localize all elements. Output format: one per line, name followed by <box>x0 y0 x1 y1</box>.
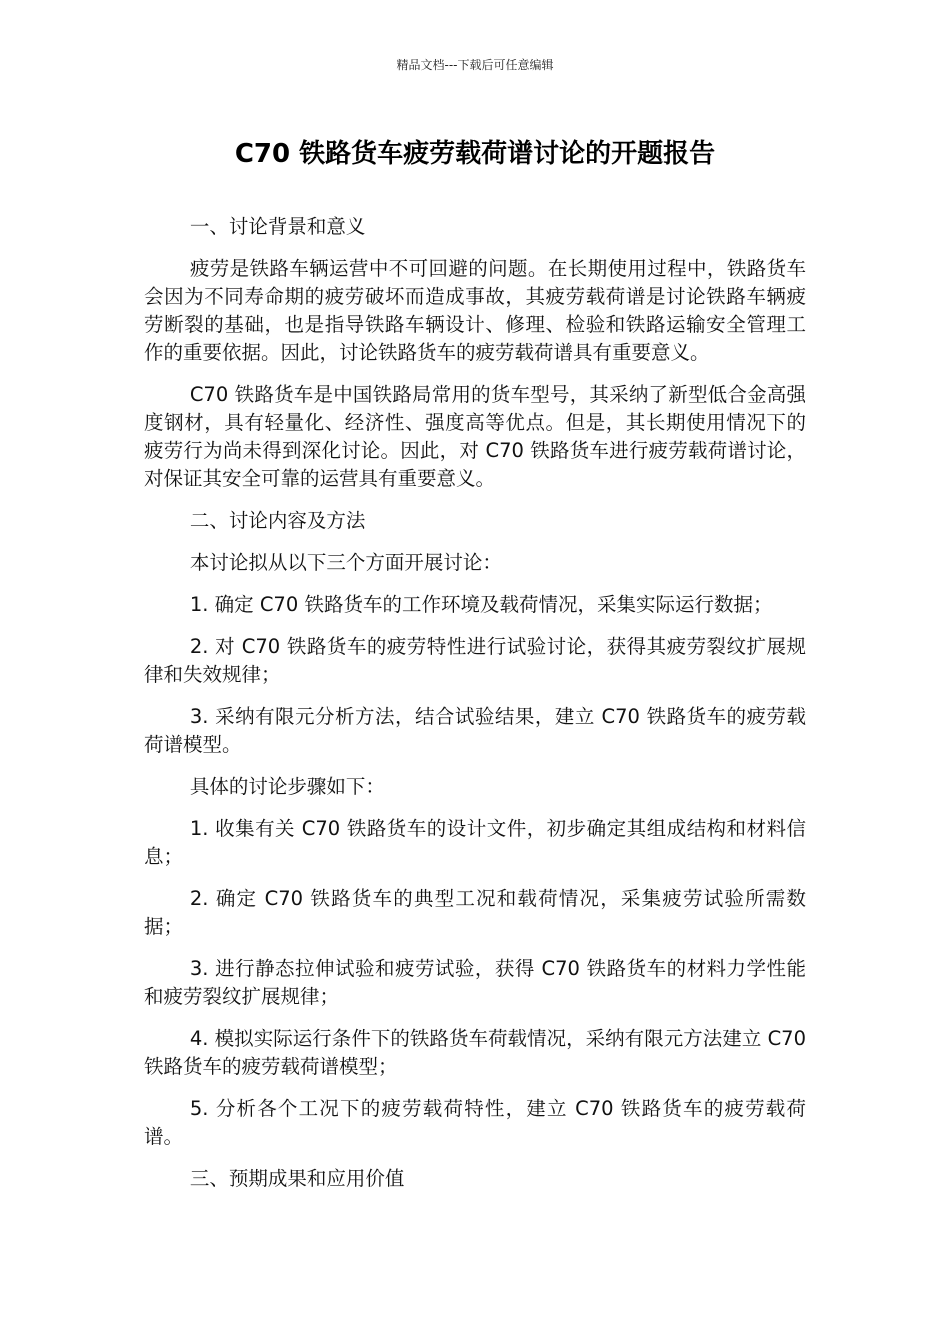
page-header: 精品文档---下载后可任意编辑 <box>396 58 554 72</box>
step-item: 5. 分析各个工况下的疲劳载荷特性，建立 C70 铁路货车的疲劳载荷谱。 <box>144 1097 806 1148</box>
document-body <box>144 213 806 1207</box>
step-item: 2. 确定 C70 铁路货车的典型工况和载荷情况，采集疲劳试验所需数据； <box>144 887 806 938</box>
content-item: 1. 确定 C70 铁路货车的工作环境及载荷情况，采集实际运行数据； <box>189 593 773 616</box>
section-heading-expected-results: 三、预期成果和应用价值 <box>189 1167 405 1190</box>
step-item: 4. 模拟实际运行条件下的铁路货车荷载情况，采纳有限元方法建立 C70 铁路货车的疲劳载荷谱模型； <box>144 1027 806 1078</box>
paragraph-background: 疲劳是铁路车辆运营中不可回避的问题。在长期使用过程中，铁路货车会因为不同寿命期的疲劳破坏而造成事故，其疲劳载荷谱是讨论铁路车辆疲劳断裂的基础，也是指导铁路车辆设计、修理、检验和铁路运输安全管理工作的重要依据。因此，讨论铁路货车的疲劳载荷谱具有重要意义。 <box>144 257 806 364</box>
step-item: 1. 收集有关 C70 铁路货车的设计文件，初步确定其组成结构和材料信息； <box>144 817 806 868</box>
step-item: 3. 进行静态拉伸试验和疲劳试验，获得 C70 铁路货车的材料力学性能和疲劳裂纹扩展规律； <box>144 957 806 1008</box>
document-title: C70 铁路货车疲劳载荷谱讨论的开题报告 <box>234 139 716 169</box>
paragraph-content-intro: 本讨论拟从以下三个方面开展讨论： <box>189 551 502 574</box>
section-heading-background: 一、讨论背景和意义 <box>189 215 366 238</box>
paragraph-steps-intro: 具体的讨论步骤如下： <box>189 775 385 798</box>
content-item: 2. 对 C70 铁路货车的疲劳特性进行试验讨论，获得其疲劳裂纹扩展规律和失效规律； <box>144 635 806 686</box>
section-heading-content-method: 二、讨论内容及方法 <box>189 509 366 532</box>
content-item: 3. 采纳有限元分析方法，结合试验结果，建立 C70 铁路货车的疲劳载荷谱模型。 <box>144 705 806 756</box>
paragraph-c70-intro: C70 铁路货车是中国铁路局常用的货车型号，其采纳了新型低合金高强度钢材，具有轻量化、经济性、强度高等优点。但是，其长期使用情况下的疲劳行为尚未得到深化讨论。因此，对 C70 铁路货车进行疲劳载荷谱讨论，对保证其安全可靠的运营具有重要意义。 <box>144 383 806 490</box>
